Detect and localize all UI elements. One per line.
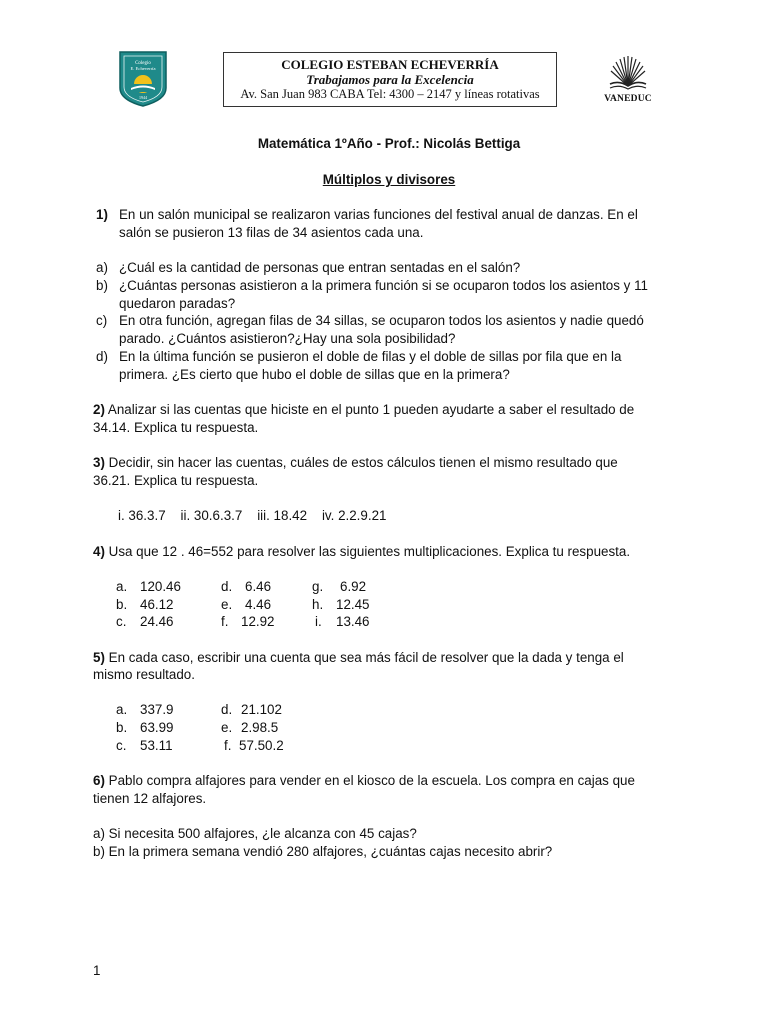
svg-text:Colegio: Colegio: [135, 61, 151, 66]
q4-a-label: a.: [116, 579, 128, 594]
q1-line-1: En un salón municipal se realizaron varias funciones del festival anual de danzas. En el: [119, 207, 638, 222]
q3-options: i. 36.3.7 ii. 30.6.3.7 iii. 18.42 iv. 2.2.9.21: [118, 508, 387, 523]
q5-line-2: mismo resultado.: [93, 667, 195, 682]
q3-text-1: Decidir, sin hacer las cuentas, cuáles de estos cálculos tienen el mismo resultado que: [104, 455, 618, 470]
q4-e-value: 4.46: [245, 597, 272, 612]
q4-line-1: [93, 543, 630, 561]
page-subtitle: Múltiplos y divisores: [322, 172, 456, 187]
q5-a-label: a.: [116, 702, 128, 717]
q4-g-value: 6.92: [340, 579, 367, 594]
q5-c-value: 53.11: [140, 738, 173, 753]
q3-line-2: 36.21. Explica tu respuesta.: [93, 473, 259, 488]
q6-text-1: Pablo compra alfajores para vender en el kiosco de la escuela. Los compra en cajas que: [104, 773, 635, 788]
q4-h-label: h.: [312, 597, 324, 612]
q3-number: 3): [93, 455, 105, 470]
q5-d-value: 21.102: [241, 702, 282, 717]
q4-h-value: 12.45: [336, 597, 370, 612]
svg-text:1944: 1944: [139, 95, 147, 100]
q4-a-value: 120.46: [140, 579, 181, 594]
q1-item-b-line-1: ¿Cuántas personas asistieron a la primera función si se ocuparon todos los asientos y 11: [119, 278, 648, 293]
q2-line-2: 34.14. Explica tu respuesta.: [93, 420, 259, 435]
q1-item-b-label: b): [96, 278, 108, 293]
svg-text:E. Echeverría: E. Echeverría: [130, 66, 156, 71]
q1-item-b-line-2: quedaron paradas?: [119, 296, 236, 311]
q5-f-value: 57.50.2: [239, 738, 284, 753]
school-crest-logo: [118, 50, 168, 108]
school-address: Av. San Juan 983 CABA Tel: 4300 – 2147 y líneas rotativas: [240, 87, 540, 101]
q4-b-label: b.: [116, 597, 128, 612]
school-header-box: [223, 52, 557, 107]
q5-f-label: f.: [224, 738, 232, 753]
q1-item-c-line-2: parado. ¿Cuántos asistieron?¿Hay una sola posibilidad?: [119, 331, 456, 346]
q4-b-value: 46.12: [140, 597, 174, 612]
q4-g-label: g.: [312, 579, 324, 594]
q1-number: 1): [96, 207, 108, 222]
q4-c-value: 24.46: [140, 614, 174, 629]
page-title: Matemática 1ºAño - Prof.: Nicolás Bettiga: [257, 136, 521, 151]
vaneduc-logo: [603, 50, 653, 108]
q6-item-b: b) En la primera semana vendió 280 alfajores, ¿cuántas cajas necesito abrir?: [93, 844, 553, 859]
q6-line-1: [93, 772, 635, 790]
q4-c-label: c.: [116, 614, 127, 629]
q5-e-label: e.: [221, 720, 233, 735]
school-name: COLEGIO ESTEBAN ECHEVERRÍA: [281, 57, 499, 72]
q5-c-label: c.: [116, 738, 127, 753]
q4-number: 4): [93, 544, 105, 559]
page-number: 1: [93, 963, 101, 978]
q1-item-a-text: ¿Cuál es la cantidad de personas que entran sentadas en el salón?: [119, 260, 521, 275]
q1-item-d-line-1: En la última función se pusieron el doble de filas y el doble de sillas por fila que en la: [119, 349, 622, 364]
q4-f-value: 12.92: [241, 614, 275, 629]
q5-line-1: [93, 649, 624, 667]
q6-number: 6): [93, 773, 105, 788]
q4-d-value: 6.46: [245, 579, 272, 594]
q5-b-value: 63.99: [140, 720, 174, 735]
q5-b-label: b.: [116, 720, 128, 735]
school-motto: Trabajamos para la Excelencia: [306, 72, 474, 87]
q5-d-label: d.: [221, 702, 233, 717]
q6-line-2: tienen 12 alfajores.: [93, 791, 207, 806]
q2-number: 2): [93, 402, 105, 417]
q3-line-1: [93, 454, 618, 472]
vaneduc-label: VANEDUC: [604, 94, 652, 104]
q6-item-a: a) Si necesita 500 alfajores, ¿le alcanza con 45 cajas?: [93, 826, 417, 841]
q1-item-d-label: d): [96, 349, 108, 364]
q1-line-2: salón se pusieron 13 filas de 34 asientos cada una.: [119, 225, 424, 240]
q1-item-d-line-2: primera. ¿Es cierto que hubo el doble de sillas que en la primera?: [119, 367, 510, 382]
q5-a-value: 337.9: [140, 702, 174, 717]
q4-d-label: d.: [221, 579, 233, 594]
q1-item-c-line-1: En otra función, agregan filas de 34 sillas, se ocuparon todos los asientos y nadie quedó: [119, 313, 644, 328]
q4-e-label: e.: [221, 597, 233, 612]
q4-i-value: 13.46: [336, 614, 370, 629]
open-book-icon: [606, 50, 650, 90]
q5-number: 5): [93, 650, 105, 665]
q2-text-1: Analizar si las cuentas que hiciste en el punto 1 pueden ayudarte a saber el resultado de: [104, 402, 635, 417]
q5-text-1: En cada caso, escribir una cuenta que sea más fácil de resolver que la dada y tenga el: [104, 650, 624, 665]
q4-text-1: Usa que 12 . 46=552 para resolver las siguientes multiplicaciones. Explica tu respuesta.: [104, 544, 631, 559]
q4-i-label: i.: [315, 614, 322, 629]
q4-f-label: f.: [221, 614, 229, 629]
q1-item-c-label: c): [96, 313, 108, 328]
q1-item-a-label: a): [96, 260, 108, 275]
q5-e-value: 2.98.5: [241, 720, 279, 735]
q2-line-1: [93, 401, 634, 419]
